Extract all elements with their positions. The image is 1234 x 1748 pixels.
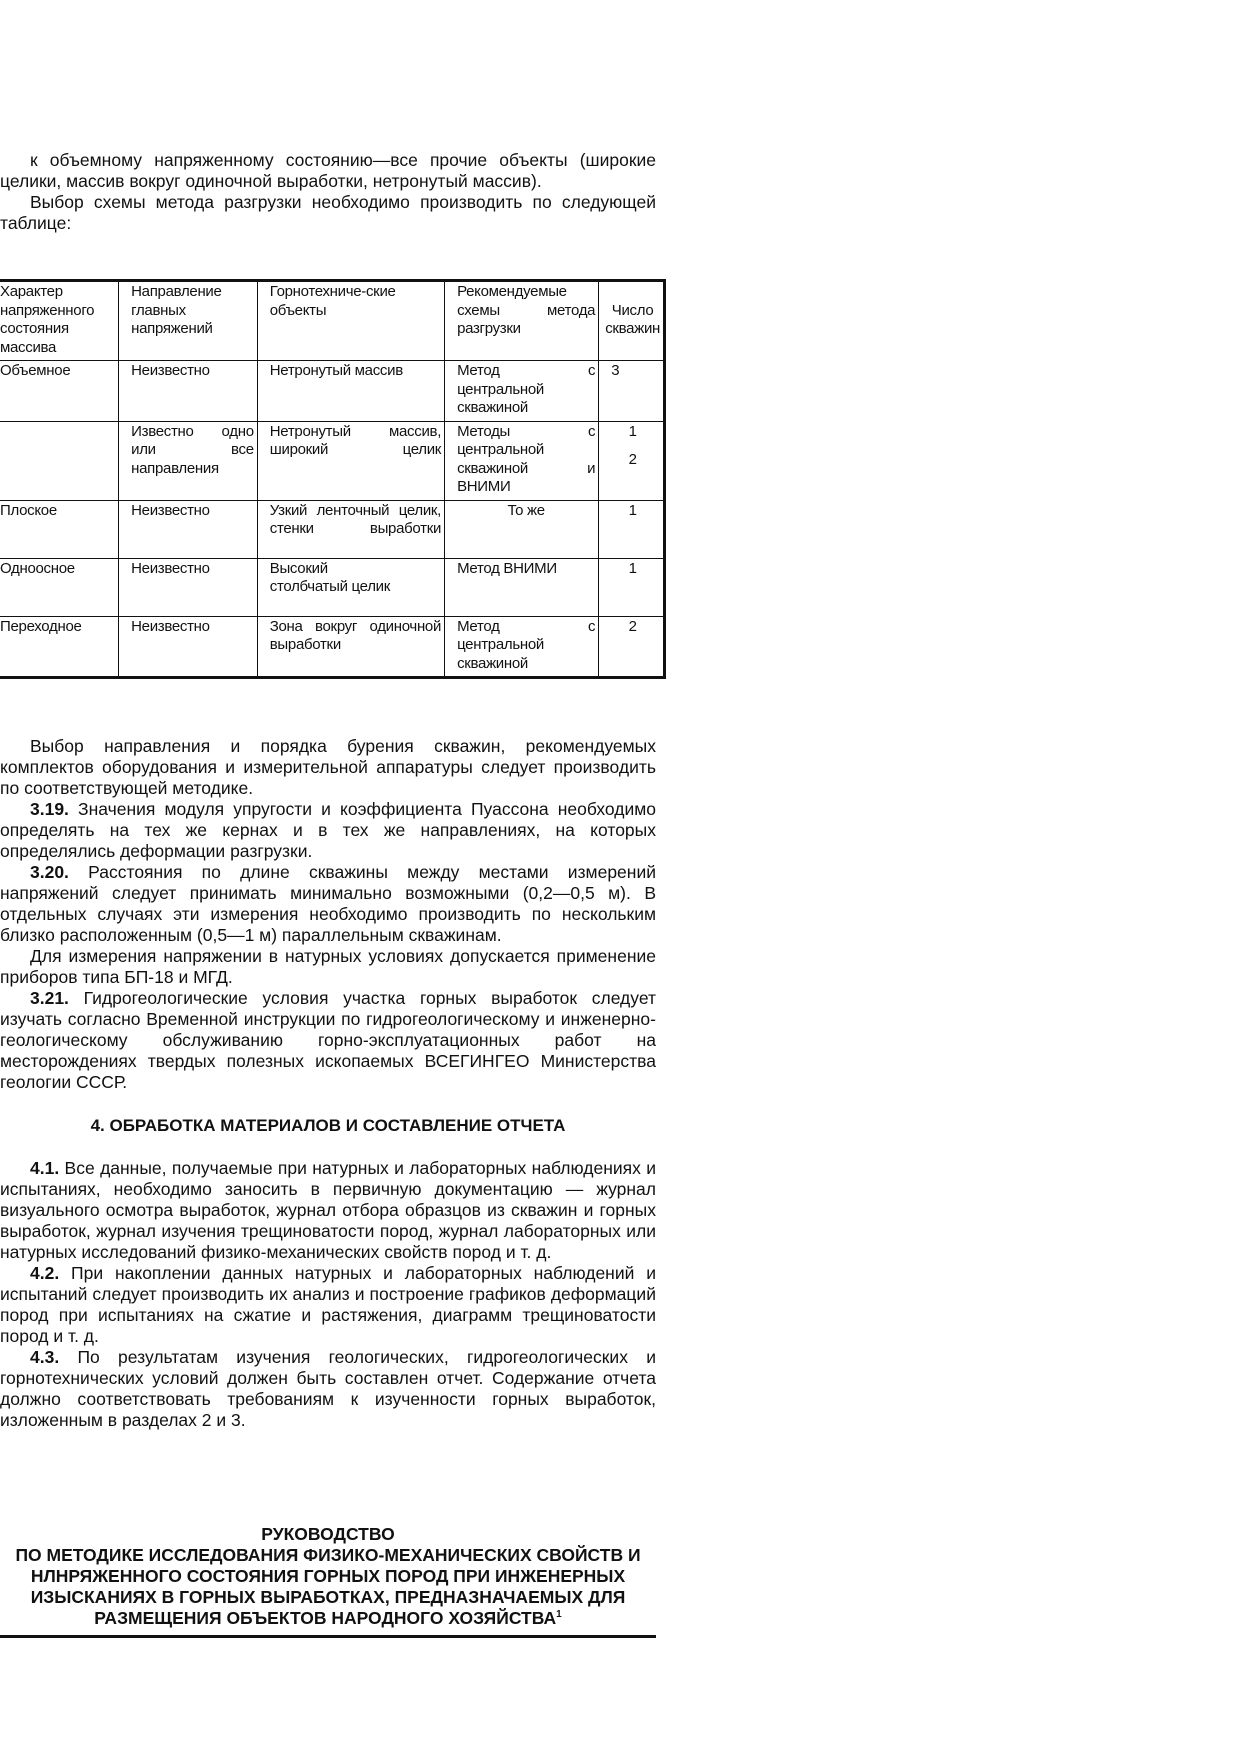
footnote-marker: 1 [556, 1609, 562, 1621]
table-cell [0, 421, 119, 500]
table-cell: Высокий столбчатый целик [257, 558, 444, 616]
section-4-3 [0, 1347, 656, 1431]
title-line: РУКОВОДСТВО [261, 1524, 395, 1544]
table-row [0, 500, 665, 558]
section-text: Расстояния по длине скважины между местами измерений напряжений следует принимать минимально возможными (0,2—0,5 м). В отдельных случаях эти измерения необходимо производить по нескольким близко расположенным (0,5—1 м) параллельным скважинам. [0, 862, 656, 945]
table-cell: Неизвестно [119, 500, 258, 558]
table-cell-text: Зона вокруг одиночной выработки [269, 617, 442, 653]
header-cell: Горнотехниче-ские объекты [257, 281, 444, 361]
table-cell: Переходное [0, 616, 119, 678]
table-cell [257, 421, 444, 500]
table-cell: 3 [599, 361, 665, 422]
table-row [0, 421, 665, 500]
section-text: При накоплении данных натурных и лабораторных наблюдений и испытаний следует производить их анализ и построение графиков деформаций пород при испытаниях на сжатие и растяжения, диаграмм трещиноватости пород и т. д. [0, 1263, 656, 1346]
paragraph: Для измерения напряжении в натурных условиях допускается применение приборов типа БП-18 и МГД. [0, 946, 656, 987]
table-cell-text: Узкий ленточный целик, стенки выработки [269, 501, 442, 537]
section-text: Все данные, получаемые при натурных и лабораторных наблюдениях и испытаниях, необходимо заносить в первичную документацию — журнал визуального осмотра выработок, журнал отбора образцов из скважин и горных выработок, журнал изучения трещиноватости пород, журнал лабораторных или натурных исследований физико-механических свойств пород и т. д. [0, 1158, 656, 1262]
table-cell-text: Метод с центральной скважиной [457, 617, 596, 672]
borehole-count: 1 [628, 422, 637, 440]
table-cell [445, 616, 599, 678]
table-cell: 1 [599, 500, 665, 558]
section-4-1 [0, 1158, 656, 1263]
table-cell: Одноосное [0, 558, 119, 616]
intro-block [0, 150, 656, 234]
table-cell: Объемное [0, 361, 119, 422]
table-cell [445, 361, 599, 422]
section-text: По результатам изучения геологических, гидрогеологических и горнотехнических условий должен быть составлен отчет. Содержание отчета должно соответствовать требованиям к изученности горных выработок, изложенным в разделах 2 и 3. [0, 1347, 656, 1430]
table-cell: Неизвестно [119, 616, 258, 678]
header-cell-text: Рекомендуемые схемы метода разгрузки [457, 283, 596, 337]
header-cell [445, 281, 599, 361]
intro-paragraph: к объемному напряженному состоянию—все прочие объекты (широкие целики, массив вокруг одиночной выработки, нетронутый массив). [0, 150, 656, 191]
table-cell [257, 616, 444, 678]
table-header-row [0, 281, 665, 361]
section-number: 3.20. [30, 862, 69, 882]
table-row [0, 558, 665, 616]
section-3-21 [0, 988, 656, 1093]
header-cell: Число скважин [599, 281, 665, 361]
table-row [0, 361, 665, 422]
table-cell: Нетронутый массив [257, 361, 444, 422]
section-number: 4.2. [30, 1263, 60, 1283]
table-cell: То же [445, 500, 599, 558]
header-cell: Направление главных напряжений [119, 281, 258, 361]
section-3-19 [0, 799, 656, 862]
table-cell: Плоское [0, 500, 119, 558]
document-title [0, 1524, 656, 1638]
paragraph: Выбор направления и порядка бурения скважин, рекомендуемых комплектов оборудования и измерительной аппаратуры следует производить по соответствующей методике. [0, 736, 656, 798]
unloading-method-table [0, 279, 666, 679]
table-cell-text: Нетронутый массив, широкий целик [269, 422, 442, 458]
table-cell [445, 421, 599, 500]
table-cell: 1 [599, 558, 665, 616]
table-cell-text: Методы с центральной скважиной и ВНИМИ [457, 422, 596, 495]
section-4-2 [0, 1263, 656, 1347]
table-cell [257, 500, 444, 558]
table-intro-paragraph: Выбор схемы метода разгрузки необходимо производить по следующей таблице: [0, 192, 656, 233]
body-text [0, 736, 656, 1431]
section-number: 4.1. [30, 1158, 60, 1178]
section-number: 3.19. [30, 799, 69, 819]
table-cell [599, 421, 665, 500]
section-3-20 [0, 862, 656, 946]
table-cell: Неизвестно [119, 558, 258, 616]
section-number: 3.21. [30, 988, 69, 1008]
borehole-count: 2 [628, 451, 637, 468]
header-cell: Характер напряженного состояния массива [0, 281, 119, 361]
table-row [0, 616, 665, 678]
table-cell: Неизвестно [119, 361, 258, 422]
table-cell-text: Метод с центральной скважиной [457, 362, 596, 416]
table-cell: Метод ВНИМИ [445, 558, 599, 616]
table-cell: 2 [599, 616, 665, 678]
title-subline-text: ПО МЕТОДИКЕ ИССЛЕДОВАНИЯ ФИЗИКО-МЕХАНИЧЕСКИХ СВОЙСТВ И НЛНРЯЖЕННОГО СОСТОЯНИЯ ГОРНЫХ ПОРОД ПРИ ИНЖЕНЕРНЫХ ИЗЫСКАНИЯХ В ГОРНЫХ ВЫРАБОТКАХ, ПРЕДНАЗНАЧАЕМЫХ ДЛЯ РАЗМЕЩЕНИЯ ОБЪЕКТОВ НАРОДНОГО ХОЗЯЙСТВА [15, 1545, 641, 1628]
table-cell-text: Известно одно или все направления [131, 422, 254, 477]
title-subline [0, 1545, 656, 1629]
table-cell [119, 421, 258, 500]
section-text: Значения модуля упругости и коэффициента Пуассона необходимо определять на тех же кернах и в тех же направлениях, на которых определялись деформации разгрузки. [0, 799, 656, 861]
section-number: 4.3. [30, 1347, 60, 1367]
section-text: Гидрогеологические условия участка горных выработок следует изучать согласно Временной инструкции по гидрогеологическому и инженерно-геологическому обслуживанию горно-эксплуатационных работ на месторождениях твердых полезных ископаемых ВСЕГИНГЕО Министерства геологии СССР. [0, 988, 656, 1092]
section-4-heading: 4. ОБРАБОТКА МАТЕРИАЛОВ И СОСТАВЛЕНИЕ ОТЧЕТА [90, 1116, 566, 1135]
